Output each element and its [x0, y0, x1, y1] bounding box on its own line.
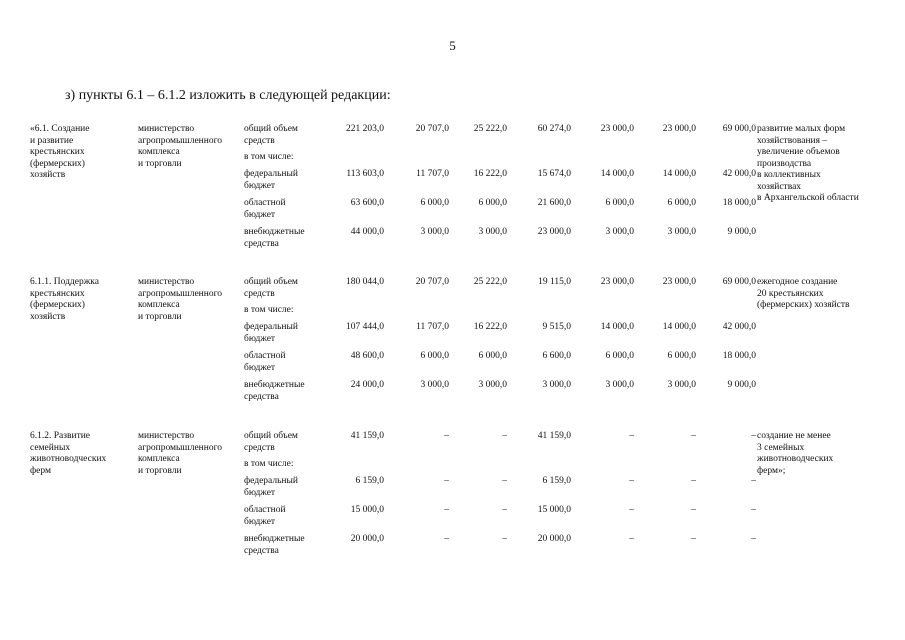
- funding-value: –: [751, 431, 756, 441]
- funding-row: [244, 198, 756, 228]
- funding-value: 69 000,0: [722, 124, 756, 134]
- funding-value: 6 000,0: [605, 198, 634, 208]
- funding-value: 44 000,0: [350, 227, 384, 237]
- funding-value: 41 159,0: [537, 431, 571, 441]
- funding-value: –: [691, 431, 696, 441]
- funding-value: 41 159,0: [350, 431, 384, 441]
- funding-value: 20 000,0: [537, 534, 571, 544]
- funding-source-label: областной бюджет: [244, 198, 286, 220]
- funding-value: 14 000,0: [662, 169, 696, 179]
- funding-value: 19 115,0: [538, 277, 571, 287]
- funding-source-label: федеральный бюджет: [244, 169, 298, 191]
- funding-value: –: [502, 431, 507, 441]
- funding-value: 69 000,0: [722, 277, 756, 287]
- funding-value: 25 222,0: [473, 124, 507, 134]
- funding-value: –: [629, 534, 634, 544]
- funding-value: 3 000,0: [478, 227, 507, 237]
- funding-value: –: [691, 505, 696, 515]
- funding-row: [244, 124, 756, 154]
- funding-value: 6 000,0: [478, 351, 507, 361]
- measure-name: «6.1. Создание и развитие крестьянских (фермерских) хозяйств: [30, 124, 90, 180]
- funding-value: –: [751, 534, 756, 544]
- funding-value: 6 600,0: [542, 351, 571, 361]
- funding-value: –: [444, 431, 449, 441]
- funding-value: –: [502, 476, 507, 486]
- funding-value: –: [629, 505, 634, 515]
- funding-value: 6 000,0: [667, 198, 696, 208]
- funding-value: 18 000,0: [722, 351, 756, 361]
- funding-row: [244, 351, 756, 381]
- funding-value: –: [502, 534, 507, 544]
- funding-value: 6 000,0: [420, 198, 449, 208]
- funding-source-label: общий объем средств: [244, 124, 298, 146]
- funding-value: 24 000,0: [350, 380, 384, 390]
- funding-value: 23 000,0: [662, 277, 696, 287]
- funding-value: 42 000,0: [722, 322, 756, 332]
- funding-value: 6 159,0: [542, 476, 571, 486]
- funding-value: 63 600,0: [350, 198, 384, 208]
- funding-source-label: в том числе:: [244, 305, 294, 315]
- funding-value: –: [629, 431, 634, 441]
- measure-name: 6.1.2. Развитие семейных животноводческих ферм: [30, 431, 107, 476]
- funding-value: 60 274,0: [537, 124, 571, 134]
- funding-value: 21 600,0: [537, 198, 571, 208]
- funding-value: –: [691, 534, 696, 544]
- funding-value: –: [629, 476, 634, 486]
- funding-value: –: [444, 534, 449, 544]
- funding-value: 15 000,0: [350, 505, 384, 515]
- funding-value: 6 000,0: [667, 351, 696, 361]
- measure-result: ежегодное создание 20 крестьянских (фермерских) хозяйств: [757, 277, 850, 310]
- funding-value: 16 222,0: [473, 169, 507, 179]
- funding-value: 3 000,0: [542, 380, 571, 390]
- funding-value: 14 000,0: [600, 169, 634, 179]
- funding-value: –: [502, 505, 507, 515]
- funding-value: 16 222,0: [473, 322, 507, 332]
- funding-row: [244, 431, 756, 461]
- funding-value: 113 603,0: [346, 169, 384, 179]
- funding-value: 9 000,0: [727, 380, 756, 390]
- funding-source-label: внебюджетные средства: [244, 534, 305, 556]
- funding-value: 42 000,0: [722, 169, 756, 179]
- funding-source-label: областной бюджет: [244, 351, 286, 373]
- funding-row: [244, 534, 756, 564]
- funding-row: [244, 277, 756, 307]
- measure-executor: министерство агропромышленного комплекса и торговли: [138, 431, 223, 476]
- funding-value: –: [751, 476, 756, 486]
- funding-value: 107 444,0: [346, 322, 384, 332]
- funding-value: 20 707,0: [415, 277, 449, 287]
- funding-value: 23 000,0: [537, 227, 571, 237]
- funding-value: 23 000,0: [600, 277, 634, 287]
- funding-value: 25 222,0: [473, 277, 507, 287]
- page-number: 5: [449, 38, 456, 53]
- funding-row: [244, 380, 756, 410]
- funding-value: 180 044,0: [346, 277, 384, 287]
- funding-value: 3 000,0: [667, 227, 696, 237]
- funding-row: [244, 322, 756, 352]
- funding-row: [244, 476, 756, 506]
- funding-value: 3 000,0: [420, 380, 449, 390]
- intro-text: з) пункты 6.1 – 6.1.2 изложить в следующей редакции:: [65, 88, 391, 103]
- funding-source-label: общий объем средств: [244, 431, 298, 453]
- funding-value: –: [444, 476, 449, 486]
- funding-value: 6 000,0: [605, 351, 634, 361]
- measure-result: развитие малых форм хозяйствования – увеличение объемов производства в коллективных хозяйствах в Архангельской области: [757, 124, 859, 203]
- funding-value: 9 515,0: [542, 322, 571, 332]
- funding-value: 3 000,0: [420, 227, 449, 237]
- funding-value: 6 159,0: [355, 476, 384, 486]
- funding-value: 20 000,0: [350, 534, 384, 544]
- funding-source-label: в том числе:: [244, 152, 294, 162]
- funding-value: 48 600,0: [350, 351, 384, 361]
- measure-executor: министерство агропромышленного комплекса и торговли: [138, 124, 223, 169]
- funding-value: 14 000,0: [662, 322, 696, 332]
- funding-value: –: [691, 476, 696, 486]
- funding-value: 221 203,0: [346, 124, 384, 134]
- funding-source-label: в том числе:: [244, 459, 294, 469]
- funding-value: 3 000,0: [605, 227, 634, 237]
- funding-row: [244, 505, 756, 535]
- funding-source-label: общий объем средств: [244, 277, 298, 299]
- funding-source-label: федеральный бюджет: [244, 476, 298, 498]
- funding-value: 18 000,0: [722, 198, 756, 208]
- funding-value: 11 707,0: [416, 322, 449, 332]
- funding-value: 11 707,0: [416, 169, 449, 179]
- funding-value: 3 000,0: [478, 380, 507, 390]
- funding-row: [244, 169, 756, 199]
- funding-value: 3 000,0: [667, 380, 696, 390]
- funding-value: 23 000,0: [662, 124, 696, 134]
- funding-source-label: областной бюджет: [244, 505, 286, 527]
- funding-row: [244, 227, 756, 257]
- funding-value: 3 000,0: [605, 380, 634, 390]
- measure-name: 6.1.1. Поддержка крестьянских (фермерских) хозяйств: [30, 277, 99, 322]
- funding-value: 15 674,0: [537, 169, 571, 179]
- funding-value: 15 000,0: [537, 505, 571, 515]
- funding-source-label: внебюджетные средства: [244, 380, 305, 402]
- funding-value: 6 000,0: [420, 351, 449, 361]
- funding-value: –: [751, 505, 756, 515]
- funding-source-label: внебюджетные средства: [244, 227, 305, 249]
- funding-source-label: федеральный бюджет: [244, 322, 298, 344]
- funding-value: 9 000,0: [727, 227, 756, 237]
- funding-value: 6 000,0: [478, 198, 507, 208]
- funding-value: 20 707,0: [415, 124, 449, 134]
- funding-value: –: [444, 505, 449, 515]
- measure-result: создание не менее 3 семейных животноводческих ферм»;: [757, 431, 834, 476]
- funding-value: 23 000,0: [600, 124, 634, 134]
- funding-value: 14 000,0: [600, 322, 634, 332]
- measure-executor: министерство агропромышленного комплекса и торговли: [138, 277, 223, 322]
